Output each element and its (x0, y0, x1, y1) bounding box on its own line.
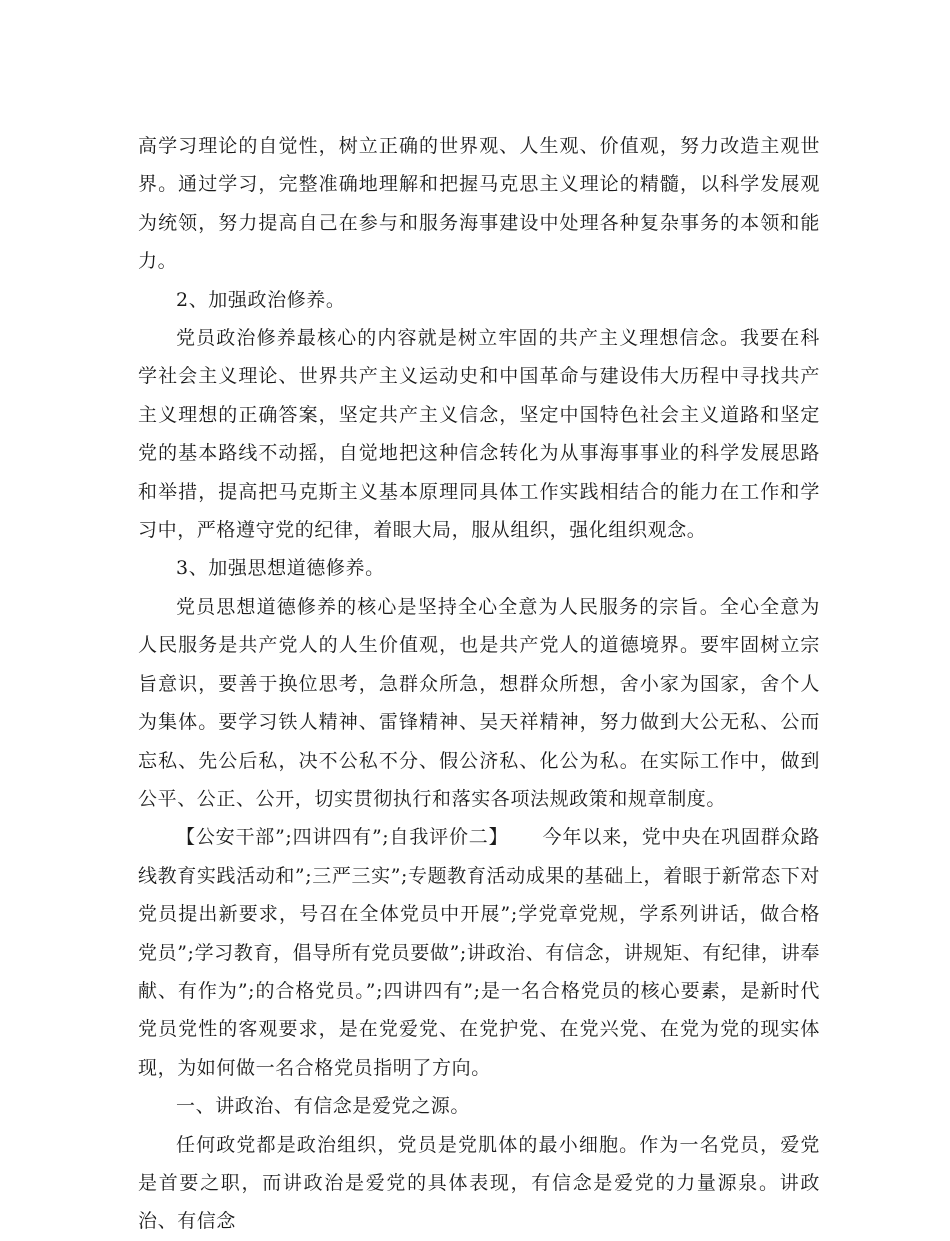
document-body (138, 127, 820, 1241)
paragraph-6 (138, 818, 820, 1087)
section-heading-3: 3、加强思想道德修养。 (176, 557, 385, 580)
paragraph-3: 党员政治修养最核心的内容就是树立牢固的共产主义理想信念。我要在科学社会主义理论、世界共产主义运动史和中国革命与建设伟大历程中寻找共产主义理想的正确答案，坚定共产主义信念，坚定中国特色社会主义道路和坚定党的基本路线不动摇，自觉地把这种信念转化为从事海事事业的科学发展思路和举措，提高把马克斯主义基本原理同具体工作实践相结合的能力在工作和学习中，严格遵守党的纪律，着眼大局，服从组织，强化组织观念。 (138, 327, 820, 542)
paragraph-1: 高学习理论的自觉性，树立正确的世界观、人生观、价值观，努力改造主观世界。通过学习，完整准确地理解和把握马克思主义理论的精髓，以科学发展观为统领，努力提高自己在参与和服务海事建设中处理各种复杂事务的本领和能力。 (138, 135, 820, 273)
section-heading-one: 一、讲政治、有信念是爱党之源。 (176, 1095, 471, 1118)
article-text: 今年以来，党中央在巩固群众路线教育实践活动和”;三严三实”;专题教育活动成果的基础上，着眼于新常态下对党员提出新要求，号召在全体党员中开展”;学党章党规，学系列讲话，做合格党员”;学习教育，倡导所有党员要做”;讲政治、有信念，讲规矩、有纪律，讲奉献、有作为”;的合格党员。”;四讲四有”;是一名合格党员的核心要素，是新时代党员党性的客观要求，是在党爱党、在党护党、在党兴党、在党为党的现实体现，为如何做一名合格党员指明了方向。 (138, 826, 820, 1079)
paragraph-8: 任何政党都是政治组织，党员是党肌体的最小细胞。作为一名党员，爱党是首要之职，而讲政治是爱党的具体表现，有信念是爱党的力量源泉。讲政治、有信念 (138, 1133, 820, 1233)
section-heading-2: 2、加强政治修养。 (176, 288, 346, 311)
article-heading: 【公安干部”;四讲四有”;自我评价二】 (176, 826, 509, 849)
paragraph-5: 党员思想道德修养的核心是坚持全心全意为人民服务的宗旨。全心全意为人民服务是共产党人的人生价值观，也是共产党人的道德境界。要牢固树立宗旨意识，要善于换位思考，急群众所急，想群众所想，舍小家为国家，舍个人为集体。要学习铁人精神、雷锋精神、吴天祥精神，努力做到大公无私、公而忘私、先公后私，决不公私不分、假公济私、化公为私。在实际工作中，做到公平、公正、公开，切实贯彻执行和落实各项法规政策和规章制度。 (138, 595, 820, 810)
